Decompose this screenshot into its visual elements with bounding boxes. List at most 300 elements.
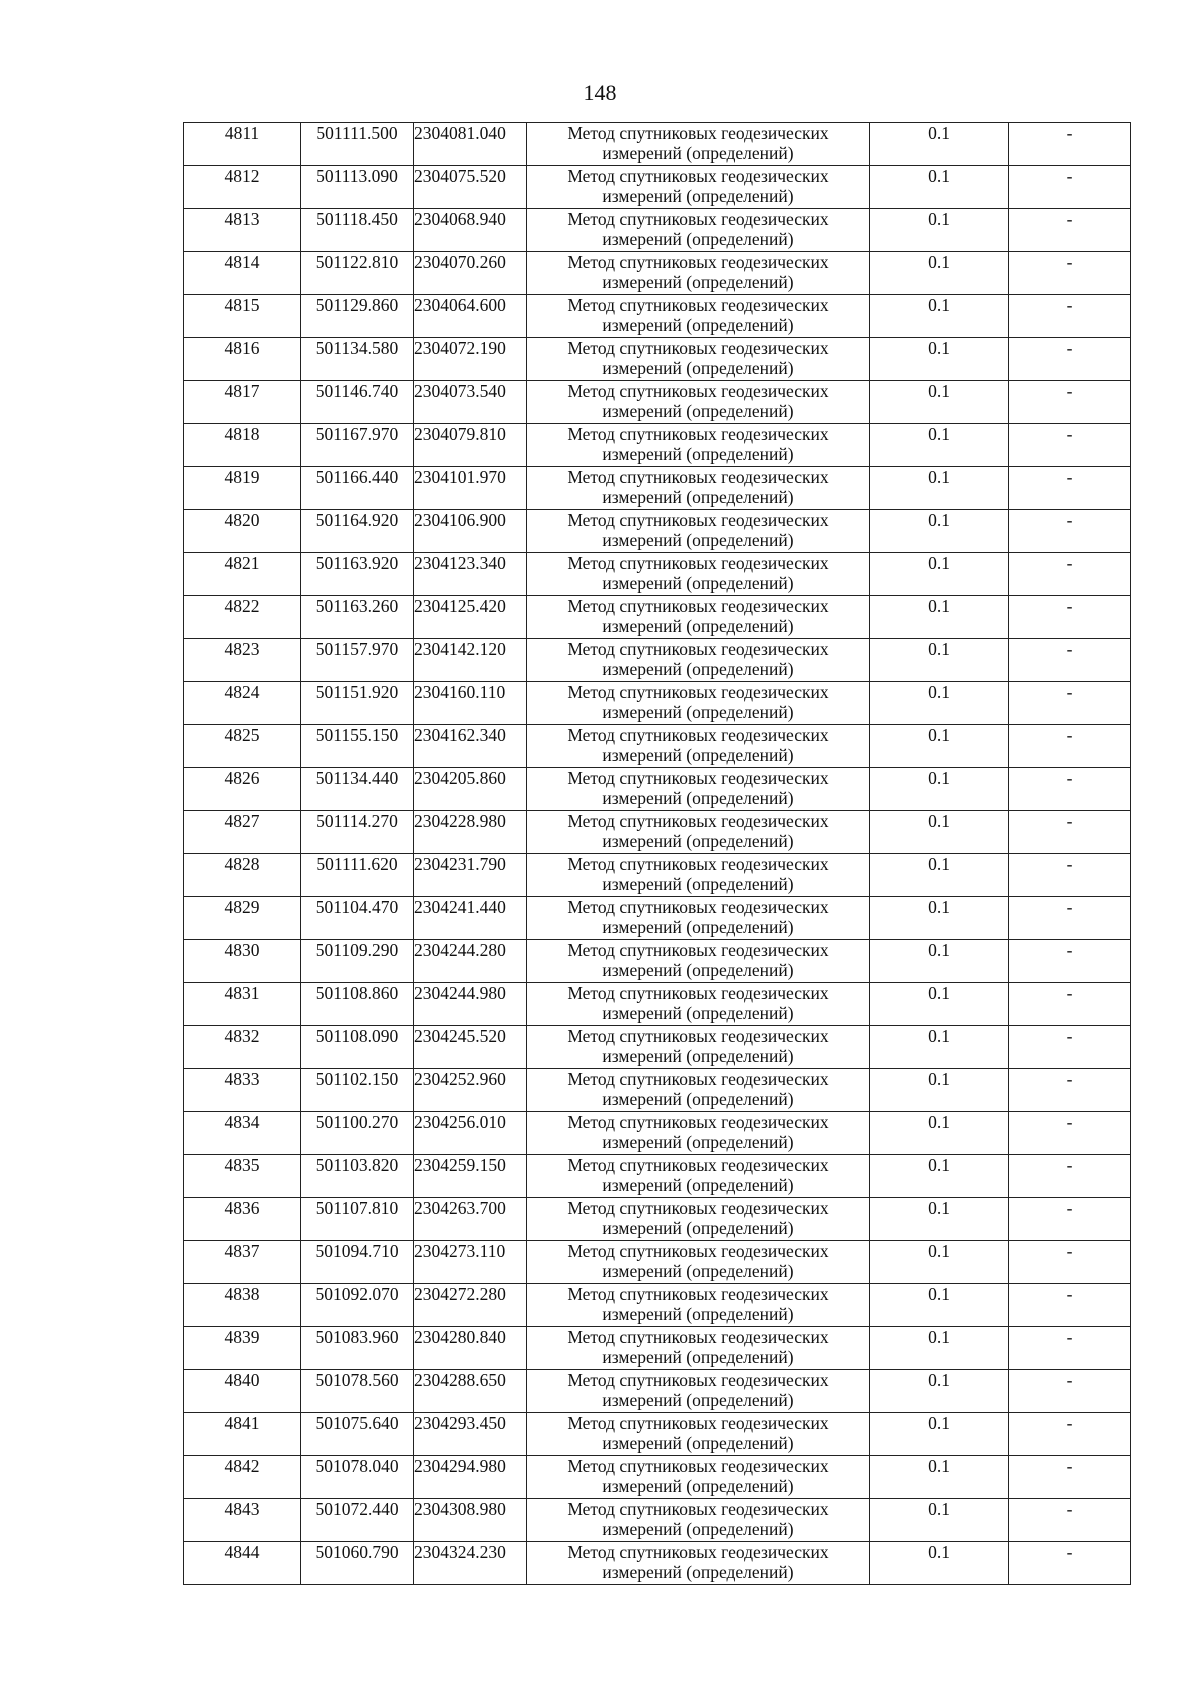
coordinates-table bbox=[183, 122, 1131, 1585]
y-coordinate-cell: 2304101.970 bbox=[414, 467, 527, 510]
x-coordinate-cell: 501072.440 bbox=[301, 1499, 414, 1542]
table-row bbox=[184, 682, 1131, 725]
table-row bbox=[184, 897, 1131, 940]
method-line-1: Метод спутниковых геодезических bbox=[567, 1413, 829, 1433]
method-cell bbox=[527, 1370, 870, 1413]
method-line-2: измерений (определений) bbox=[602, 1519, 794, 1539]
method-cell bbox=[527, 166, 870, 209]
table-row bbox=[184, 252, 1131, 295]
note-cell: - bbox=[1009, 209, 1131, 252]
method-cell bbox=[527, 1499, 870, 1542]
y-coordinate-cell: 2304068.940 bbox=[414, 209, 527, 252]
table-row bbox=[184, 768, 1131, 811]
x-coordinate-cell: 501083.960 bbox=[301, 1327, 414, 1370]
point-number-cell: 4840 bbox=[184, 1370, 301, 1413]
x-coordinate-cell: 501151.920 bbox=[301, 682, 414, 725]
method-cell bbox=[527, 682, 870, 725]
x-coordinate-cell: 501111.620 bbox=[301, 854, 414, 897]
accuracy-cell: 0.1 bbox=[870, 854, 1009, 897]
x-coordinate-cell: 501122.810 bbox=[301, 252, 414, 295]
note-cell: - bbox=[1009, 983, 1131, 1026]
point-number-cell: 4821 bbox=[184, 553, 301, 596]
accuracy-cell: 0.1 bbox=[870, 252, 1009, 295]
method-line-2: измерений (определений) bbox=[602, 143, 794, 163]
y-coordinate-cell: 2304228.980 bbox=[414, 811, 527, 854]
y-coordinate-cell: 2304293.450 bbox=[414, 1413, 527, 1456]
note-cell: - bbox=[1009, 1499, 1131, 1542]
method-line-2: измерений (определений) bbox=[602, 487, 794, 507]
note-cell: - bbox=[1009, 1542, 1131, 1585]
y-coordinate-cell: 2304272.280 bbox=[414, 1284, 527, 1327]
method-line-1: Метод спутниковых геодезических bbox=[567, 424, 829, 444]
y-coordinate-cell: 2304308.980 bbox=[414, 1499, 527, 1542]
accuracy-cell: 0.1 bbox=[870, 940, 1009, 983]
note-cell: - bbox=[1009, 338, 1131, 381]
table-row bbox=[184, 295, 1131, 338]
method-line-2: измерений (определений) bbox=[602, 1476, 794, 1496]
x-coordinate-cell: 501111.500 bbox=[301, 123, 414, 166]
x-coordinate-cell: 501155.150 bbox=[301, 725, 414, 768]
method-line-1: Метод спутниковых геодезических bbox=[567, 123, 829, 143]
point-number-cell: 4823 bbox=[184, 639, 301, 682]
method-line-1: Метод спутниковых геодезических bbox=[567, 1026, 829, 1046]
point-number-cell: 4844 bbox=[184, 1542, 301, 1585]
note-cell: - bbox=[1009, 1155, 1131, 1198]
note-cell: - bbox=[1009, 252, 1131, 295]
x-coordinate-cell: 501078.560 bbox=[301, 1370, 414, 1413]
y-coordinate-cell: 2304081.040 bbox=[414, 123, 527, 166]
table-row bbox=[184, 510, 1131, 553]
method-cell bbox=[527, 209, 870, 252]
x-coordinate-cell: 501134.580 bbox=[301, 338, 414, 381]
accuracy-cell: 0.1 bbox=[870, 123, 1009, 166]
method-line-2: измерений (определений) bbox=[602, 1261, 794, 1281]
method-line-2: измерений (определений) bbox=[602, 659, 794, 679]
y-coordinate-cell: 2304256.010 bbox=[414, 1112, 527, 1155]
x-coordinate-cell: 501103.820 bbox=[301, 1155, 414, 1198]
method-line-2: измерений (определений) bbox=[602, 401, 794, 421]
y-coordinate-cell: 2304324.230 bbox=[414, 1542, 527, 1585]
accuracy-cell: 0.1 bbox=[870, 1198, 1009, 1241]
accuracy-cell: 0.1 bbox=[870, 1112, 1009, 1155]
accuracy-cell: 0.1 bbox=[870, 1542, 1009, 1585]
y-coordinate-cell: 2304241.440 bbox=[414, 897, 527, 940]
method-line-1: Метод спутниковых геодезических bbox=[567, 596, 829, 616]
table-row bbox=[184, 1112, 1131, 1155]
method-line-2: измерений (определений) bbox=[602, 272, 794, 292]
table-row bbox=[184, 209, 1131, 252]
method-line-2: измерений (определений) bbox=[602, 616, 794, 636]
accuracy-cell: 0.1 bbox=[870, 596, 1009, 639]
method-line-1: Метод спутниковых геодезических bbox=[567, 1542, 829, 1562]
method-line-2: измерений (определений) bbox=[602, 229, 794, 249]
table-row bbox=[184, 424, 1131, 467]
note-cell: - bbox=[1009, 1413, 1131, 1456]
method-cell bbox=[527, 639, 870, 682]
x-coordinate-cell: 501107.810 bbox=[301, 1198, 414, 1241]
point-number-cell: 4813 bbox=[184, 209, 301, 252]
table-row bbox=[184, 639, 1131, 682]
accuracy-cell: 0.1 bbox=[870, 381, 1009, 424]
point-number-cell: 4834 bbox=[184, 1112, 301, 1155]
point-number-cell: 4818 bbox=[184, 424, 301, 467]
accuracy-cell: 0.1 bbox=[870, 1456, 1009, 1499]
note-cell: - bbox=[1009, 596, 1131, 639]
method-cell bbox=[527, 295, 870, 338]
note-cell: - bbox=[1009, 854, 1131, 897]
point-number-cell: 4815 bbox=[184, 295, 301, 338]
table-row bbox=[184, 1370, 1131, 1413]
method-line-1: Метод спутниковых геодезических bbox=[567, 897, 829, 917]
x-coordinate-cell: 501102.150 bbox=[301, 1069, 414, 1112]
accuracy-cell: 0.1 bbox=[870, 682, 1009, 725]
method-cell bbox=[527, 596, 870, 639]
y-coordinate-cell: 2304244.280 bbox=[414, 940, 527, 983]
page-number: 148 bbox=[583, 80, 617, 105]
accuracy-cell: 0.1 bbox=[870, 897, 1009, 940]
table-row bbox=[184, 983, 1131, 1026]
method-cell bbox=[527, 424, 870, 467]
accuracy-cell: 0.1 bbox=[870, 467, 1009, 510]
point-number-cell: 4831 bbox=[184, 983, 301, 1026]
note-cell: - bbox=[1009, 510, 1131, 553]
table-row bbox=[184, 123, 1131, 166]
note-cell: - bbox=[1009, 639, 1131, 682]
accuracy-cell: 0.1 bbox=[870, 725, 1009, 768]
point-number-cell: 4817 bbox=[184, 381, 301, 424]
method-line-2: измерений (определений) bbox=[602, 1347, 794, 1367]
method-line-2: измерений (определений) bbox=[602, 315, 794, 335]
x-coordinate-cell: 501075.640 bbox=[301, 1413, 414, 1456]
method-cell bbox=[527, 1198, 870, 1241]
note-cell: - bbox=[1009, 897, 1131, 940]
accuracy-cell: 0.1 bbox=[870, 1327, 1009, 1370]
method-line-2: измерений (определений) bbox=[602, 874, 794, 894]
method-cell bbox=[527, 1112, 870, 1155]
method-line-2: измерений (определений) bbox=[602, 745, 794, 765]
method-line-2: измерений (определений) bbox=[602, 788, 794, 808]
method-line-2: измерений (определений) bbox=[602, 1003, 794, 1023]
point-number-cell: 4843 bbox=[184, 1499, 301, 1542]
point-number-cell: 4819 bbox=[184, 467, 301, 510]
method-cell bbox=[527, 811, 870, 854]
method-line-2: измерений (определений) bbox=[602, 1433, 794, 1453]
method-line-1: Метод спутниковых геодезических bbox=[567, 1069, 829, 1089]
note-cell: - bbox=[1009, 940, 1131, 983]
method-cell bbox=[527, 467, 870, 510]
method-line-1: Метод спутниковых геодезических bbox=[567, 768, 829, 788]
y-coordinate-cell: 2304231.790 bbox=[414, 854, 527, 897]
point-number-cell: 4833 bbox=[184, 1069, 301, 1112]
method-line-2: измерений (определений) bbox=[602, 702, 794, 722]
method-cell bbox=[527, 1241, 870, 1284]
accuracy-cell: 0.1 bbox=[870, 1499, 1009, 1542]
note-cell: - bbox=[1009, 467, 1131, 510]
method-cell bbox=[527, 1413, 870, 1456]
y-coordinate-cell: 2304073.540 bbox=[414, 381, 527, 424]
table-row bbox=[184, 1026, 1131, 1069]
accuracy-cell: 0.1 bbox=[870, 1241, 1009, 1284]
table-row bbox=[184, 1499, 1131, 1542]
y-coordinate-cell: 2304205.860 bbox=[414, 768, 527, 811]
x-coordinate-cell: 501167.970 bbox=[301, 424, 414, 467]
point-number-cell: 4841 bbox=[184, 1413, 301, 1456]
method-line-2: измерений (определений) bbox=[602, 1175, 794, 1195]
table-row bbox=[184, 1241, 1131, 1284]
method-line-1: Метод спутниковых геодезических bbox=[567, 1456, 829, 1476]
x-coordinate-cell: 501094.710 bbox=[301, 1241, 414, 1284]
accuracy-cell: 0.1 bbox=[870, 639, 1009, 682]
x-coordinate-cell: 501164.920 bbox=[301, 510, 414, 553]
note-cell: - bbox=[1009, 295, 1131, 338]
x-coordinate-cell: 501104.470 bbox=[301, 897, 414, 940]
method-cell bbox=[527, 1542, 870, 1585]
point-number-cell: 4828 bbox=[184, 854, 301, 897]
x-coordinate-cell: 501109.290 bbox=[301, 940, 414, 983]
accuracy-cell: 0.1 bbox=[870, 1069, 1009, 1112]
table-row bbox=[184, 166, 1131, 209]
accuracy-cell: 0.1 bbox=[870, 166, 1009, 209]
accuracy-cell: 0.1 bbox=[870, 424, 1009, 467]
point-number-cell: 4826 bbox=[184, 768, 301, 811]
method-cell bbox=[527, 1026, 870, 1069]
accuracy-cell: 0.1 bbox=[870, 1026, 1009, 1069]
method-line-1: Метод спутниковых геодезических bbox=[567, 1370, 829, 1390]
accuracy-cell: 0.1 bbox=[870, 338, 1009, 381]
method-line-1: Метод спутниковых геодезических bbox=[567, 553, 829, 573]
accuracy-cell: 0.1 bbox=[870, 553, 1009, 596]
method-line-2: измерений (определений) bbox=[602, 917, 794, 937]
y-coordinate-cell: 2304125.420 bbox=[414, 596, 527, 639]
method-line-1: Метод спутниковых геодезических bbox=[567, 295, 829, 315]
method-cell bbox=[527, 940, 870, 983]
note-cell: - bbox=[1009, 424, 1131, 467]
table-row bbox=[184, 1327, 1131, 1370]
method-line-2: измерений (определений) bbox=[602, 358, 794, 378]
method-line-1: Метод спутниковых геодезических bbox=[567, 983, 829, 1003]
y-coordinate-cell: 2304075.520 bbox=[414, 166, 527, 209]
method-line-1: Метод спутниковых геодезических bbox=[567, 811, 829, 831]
method-line-2: измерений (определений) bbox=[602, 831, 794, 851]
y-coordinate-cell: 2304263.700 bbox=[414, 1198, 527, 1241]
accuracy-cell: 0.1 bbox=[870, 1284, 1009, 1327]
point-number-cell: 4822 bbox=[184, 596, 301, 639]
note-cell: - bbox=[1009, 768, 1131, 811]
point-number-cell: 4842 bbox=[184, 1456, 301, 1499]
x-coordinate-cell: 501108.090 bbox=[301, 1026, 414, 1069]
method-line-2: измерений (определений) bbox=[602, 1562, 794, 1582]
note-cell: - bbox=[1009, 811, 1131, 854]
method-cell bbox=[527, 854, 870, 897]
note-cell: - bbox=[1009, 123, 1131, 166]
x-coordinate-cell: 501163.920 bbox=[301, 553, 414, 596]
x-coordinate-cell: 501166.440 bbox=[301, 467, 414, 510]
method-line-2: измерений (определений) bbox=[602, 1390, 794, 1410]
coordinates-table-body bbox=[184, 123, 1131, 1585]
y-coordinate-cell: 2304280.840 bbox=[414, 1327, 527, 1370]
method-line-2: измерений (определений) bbox=[602, 1218, 794, 1238]
method-line-1: Метод спутниковых геодезических bbox=[567, 1155, 829, 1175]
method-cell bbox=[527, 1456, 870, 1499]
method-cell bbox=[527, 1327, 870, 1370]
method-line-1: Метод спутниковых геодезических bbox=[567, 338, 829, 358]
point-number-cell: 4829 bbox=[184, 897, 301, 940]
note-cell: - bbox=[1009, 1370, 1131, 1413]
method-cell bbox=[527, 338, 870, 381]
method-cell bbox=[527, 1155, 870, 1198]
note-cell: - bbox=[1009, 1327, 1131, 1370]
method-cell bbox=[527, 510, 870, 553]
table-row bbox=[184, 1284, 1131, 1327]
table-row bbox=[184, 854, 1131, 897]
method-line-2: измерений (определений) bbox=[602, 1089, 794, 1109]
note-cell: - bbox=[1009, 381, 1131, 424]
method-line-1: Метод спутниковых геодезических bbox=[567, 467, 829, 487]
table-row bbox=[184, 811, 1131, 854]
point-number-cell: 4811 bbox=[184, 123, 301, 166]
point-number-cell: 4839 bbox=[184, 1327, 301, 1370]
point-number-cell: 4824 bbox=[184, 682, 301, 725]
x-coordinate-cell: 501118.450 bbox=[301, 209, 414, 252]
method-line-2: измерений (определений) bbox=[602, 573, 794, 593]
method-line-1: Метод спутниковых геодезических bbox=[567, 1198, 829, 1218]
method-cell bbox=[527, 553, 870, 596]
y-coordinate-cell: 2304294.980 bbox=[414, 1456, 527, 1499]
point-number-cell: 4838 bbox=[184, 1284, 301, 1327]
y-coordinate-cell: 2304106.900 bbox=[414, 510, 527, 553]
method-line-1: Метод спутниковых геодезических bbox=[567, 639, 829, 659]
x-coordinate-cell: 501114.270 bbox=[301, 811, 414, 854]
point-number-cell: 4814 bbox=[184, 252, 301, 295]
x-coordinate-cell: 501092.070 bbox=[301, 1284, 414, 1327]
table-row bbox=[184, 940, 1131, 983]
method-cell bbox=[527, 768, 870, 811]
method-line-1: Метод спутниковых геодезических bbox=[567, 209, 829, 229]
method-cell bbox=[527, 897, 870, 940]
method-line-2: измерений (определений) bbox=[602, 444, 794, 464]
note-cell: - bbox=[1009, 553, 1131, 596]
point-number-cell: 4837 bbox=[184, 1241, 301, 1284]
table-row bbox=[184, 553, 1131, 596]
table-row bbox=[184, 467, 1131, 510]
x-coordinate-cell: 501060.790 bbox=[301, 1542, 414, 1585]
table-row bbox=[184, 1155, 1131, 1198]
y-coordinate-cell: 2304252.960 bbox=[414, 1069, 527, 1112]
method-cell bbox=[527, 725, 870, 768]
point-number-cell: 4816 bbox=[184, 338, 301, 381]
x-coordinate-cell: 501163.260 bbox=[301, 596, 414, 639]
table-row bbox=[184, 1542, 1131, 1585]
x-coordinate-cell: 501108.860 bbox=[301, 983, 414, 1026]
accuracy-cell: 0.1 bbox=[870, 295, 1009, 338]
table-row bbox=[184, 381, 1131, 424]
x-coordinate-cell: 501129.860 bbox=[301, 295, 414, 338]
x-coordinate-cell: 501146.740 bbox=[301, 381, 414, 424]
y-coordinate-cell: 2304288.650 bbox=[414, 1370, 527, 1413]
method-line-1: Метод спутниковых геодезических bbox=[567, 510, 829, 530]
accuracy-cell: 0.1 bbox=[870, 1370, 1009, 1413]
method-line-1: Метод спутниковых геодезических bbox=[567, 1284, 829, 1304]
method-line-1: Метод спутниковых геодезических bbox=[567, 252, 829, 272]
method-cell bbox=[527, 1284, 870, 1327]
table-row bbox=[184, 338, 1131, 381]
note-cell: - bbox=[1009, 1198, 1131, 1241]
method-cell bbox=[527, 381, 870, 424]
y-coordinate-cell: 2304142.120 bbox=[414, 639, 527, 682]
table-row bbox=[184, 1456, 1131, 1499]
point-number-cell: 4835 bbox=[184, 1155, 301, 1198]
method-line-1: Метод спутниковых геодезических bbox=[567, 854, 829, 874]
x-coordinate-cell: 501078.040 bbox=[301, 1456, 414, 1499]
point-number-cell: 4832 bbox=[184, 1026, 301, 1069]
method-line-1: Метод спутниковых геодезических bbox=[567, 1112, 829, 1132]
y-coordinate-cell: 2304079.810 bbox=[414, 424, 527, 467]
method-line-1: Метод спутниковых геодезических bbox=[567, 166, 829, 186]
method-line-2: измерений (определений) bbox=[602, 1304, 794, 1324]
method-line-1: Метод спутниковых геодезических bbox=[567, 1499, 829, 1519]
accuracy-cell: 0.1 bbox=[870, 1413, 1009, 1456]
x-coordinate-cell: 501113.090 bbox=[301, 166, 414, 209]
accuracy-cell: 0.1 bbox=[870, 811, 1009, 854]
x-coordinate-cell: 501100.270 bbox=[301, 1112, 414, 1155]
point-number-cell: 4820 bbox=[184, 510, 301, 553]
y-coordinate-cell: 2304070.260 bbox=[414, 252, 527, 295]
note-cell: - bbox=[1009, 1456, 1131, 1499]
x-coordinate-cell: 501157.970 bbox=[301, 639, 414, 682]
point-number-cell: 4836 bbox=[184, 1198, 301, 1241]
method-line-2: измерений (определений) bbox=[602, 186, 794, 206]
method-line-2: измерений (определений) bbox=[602, 530, 794, 550]
method-line-1: Метод спутниковых геодезических bbox=[567, 725, 829, 745]
table-row bbox=[184, 1413, 1131, 1456]
note-cell: - bbox=[1009, 682, 1131, 725]
table-row bbox=[184, 1069, 1131, 1112]
y-coordinate-cell: 2304064.600 bbox=[414, 295, 527, 338]
y-coordinate-cell: 2304123.340 bbox=[414, 553, 527, 596]
method-line-1: Метод спутниковых геодезических bbox=[567, 1327, 829, 1347]
x-coordinate-cell: 501134.440 bbox=[301, 768, 414, 811]
method-line-1: Метод спутниковых геодезических bbox=[567, 940, 829, 960]
accuracy-cell: 0.1 bbox=[870, 1155, 1009, 1198]
accuracy-cell: 0.1 bbox=[870, 209, 1009, 252]
point-number-cell: 4825 bbox=[184, 725, 301, 768]
method-line-2: измерений (определений) bbox=[602, 1046, 794, 1066]
note-cell: - bbox=[1009, 1112, 1131, 1155]
table-row bbox=[184, 725, 1131, 768]
method-line-1: Метод спутниковых геодезических bbox=[567, 1241, 829, 1261]
y-coordinate-cell: 2304072.190 bbox=[414, 338, 527, 381]
accuracy-cell: 0.1 bbox=[870, 983, 1009, 1026]
method-line-2: измерений (определений) bbox=[602, 960, 794, 980]
note-cell: - bbox=[1009, 725, 1131, 768]
y-coordinate-cell: 2304160.110 bbox=[414, 682, 527, 725]
method-cell bbox=[527, 252, 870, 295]
method-cell bbox=[527, 123, 870, 166]
y-coordinate-cell: 2304259.150 bbox=[414, 1155, 527, 1198]
y-coordinate-cell: 2304273.110 bbox=[414, 1241, 527, 1284]
note-cell: - bbox=[1009, 166, 1131, 209]
point-number-cell: 4827 bbox=[184, 811, 301, 854]
y-coordinate-cell: 2304244.980 bbox=[414, 983, 527, 1026]
y-coordinate-cell: 2304245.520 bbox=[414, 1026, 527, 1069]
note-cell: - bbox=[1009, 1026, 1131, 1069]
method-line-1: Метод спутниковых геодезических bbox=[567, 682, 829, 702]
table-row bbox=[184, 596, 1131, 639]
point-number-cell: 4812 bbox=[184, 166, 301, 209]
method-cell bbox=[527, 983, 870, 1026]
note-cell: - bbox=[1009, 1069, 1131, 1112]
accuracy-cell: 0.1 bbox=[870, 510, 1009, 553]
